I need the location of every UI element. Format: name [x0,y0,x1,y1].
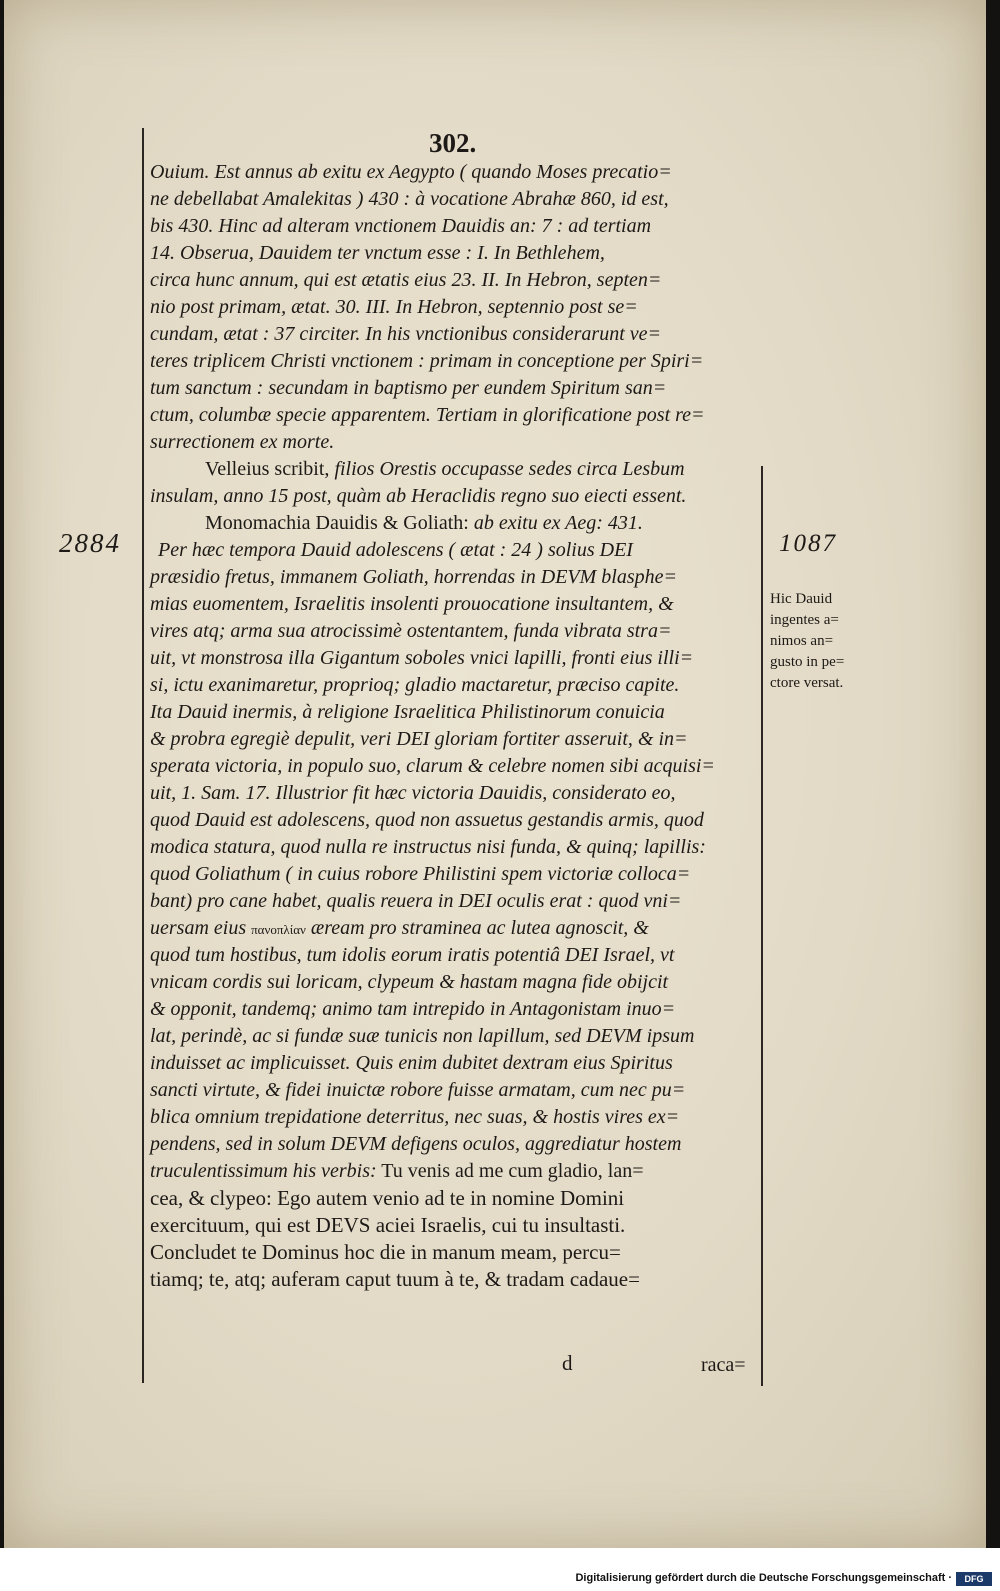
monomachia-heading [150,510,758,537]
narrative-line: si, ictu exanimaretur, proprioq; gladio mactaretur, præciso capite. [150,674,680,696]
year-bc-marginal: 1087 [779,530,837,557]
text-line: Ouium. Est annus ab exitu ex Aegypto ( quando Moses precatio= [150,161,672,183]
text-line: bis 430. Hinc ad alteram vnctionem Dauidis an: 7 : ad tertiam [150,215,652,237]
narrative-fragment: uersam eius [150,917,247,939]
funding-credit: Digitalisierung gefördert durch die Deutsche Forschungsgemeinschaft · [575,1572,952,1584]
narrative-line: lat, perindè, ac si fundæ suæ tunicis non lapillum, sed DEVM ipsum [150,1025,695,1047]
narrative-line: uit, 1. Sam. 17. Illustrior fit hæc victoria Dauidis, considerato eo, [150,782,676,804]
narrative-line-greek [150,915,758,942]
margin-note [770,589,860,694]
velleius-line [150,456,758,483]
speech-line: cea, & clypeo: Ego autem venio ad te in nomine Domini [150,1186,625,1210]
narrative-line: vires atq; arma sua atrocissimè ostentantem, funda vibrata stra= [150,620,672,642]
speech-line: exercituum, qui est DEVS aciei Israelis, cui tu insultasti. [150,1213,626,1237]
signature-mark: d [562,1351,573,1375]
monomachia-lead: Monomachia Dauidis & Goliath: [205,512,469,534]
page-number: 302. [429,128,477,158]
right-margin-rule [761,466,763,1386]
margin-note-line: nimos an= [770,633,834,649]
narrative-line: bant) pro cane habet, qualis reuera in DEI oculis erat : quod vni= [150,890,682,912]
speech-line: tiamq; te, atq; auferam caput tuum à te, & tradam cadaue= [150,1267,640,1291]
book-page [4,0,986,1548]
narrative-line: quod Goliathum ( in cuius robore Philistini spem victoriæ colloca= [150,863,691,885]
narrative-line: blica omnium trepidatione deterritus, nec suas, & hostis vires ex= [150,1106,680,1128]
narrative-line: Per hæc tempora Dauid adolescens ( ætat : 24 ) solius DEI [158,539,633,561]
year-of-world-marginal: 2884 [59,528,121,558]
velleius-line-2: insulam, anno 15 post, quàm ab Heraclidis regno suo eiecti essent. [150,485,687,507]
dfg-logo: DFG [956,1572,992,1586]
narrative-line: vnicam cordis sui loricam, clypeum & hastam magna fide obijcit [150,971,669,993]
text-line: tum sanctum : secundam in baptismo per eundem Spiritum san= [150,377,667,399]
left-margin-rule [142,128,144,1383]
narrative-line: præsidio fretus, immanem Goliath, horrendas in DEVM blasphe= [150,566,678,588]
text-line: surrectionem ex morte. [150,431,335,453]
narrative-line: induisset ac implicuisset. Quis enim dubitet dextram eius Spiritus [150,1052,673,1074]
speech-line [150,1158,758,1185]
narrative-line: Ita Dauid inermis, à religione Israelitica Philistinorum conuicia [150,701,665,723]
narrative-fragment: æream pro straminea ac lutea agnoscit, & [305,917,649,939]
text-line: nio post primam, ætat. 30. III. In Hebron, septennio post se= [150,296,638,318]
narrative-line: pendens, sed in solum DEVM defigens oculos, aggrediatur hostem [150,1133,682,1155]
speech-line: Concludet te Dominus hoc die in manum meam, percu= [150,1240,621,1264]
narrative-line: quod tum hostibus, tum idolis eorum iratis potentiâ DEI Israel, vt [150,944,675,966]
margin-note-line: ctore versat. [770,675,844,691]
text-line: ctum, columbæ specie apparentem. Tertiam in glorificatione post re= [150,404,705,426]
narrative-line: uit, vt monstrosa illa Gigantum soboles vnici lapilli, fronti eius illi= [150,647,694,669]
margin-note-line: ingentes a= [770,612,839,628]
narrative-line: modica statura, quod nulla re instructus nisi funda, & quinq; lapillis: [150,836,706,858]
greek-word: πανοπλίαν [251,922,306,937]
narrative-line: sancti virtute, & fidei inuictæ robore fuisse armatam, cum nec pu= [150,1079,686,1101]
margin-note-line: Hic Dauid [770,591,833,607]
text-line: teres triplicem Christi vnctionem : primam in conceptione per Spiri= [150,350,704,372]
narrative-line: mias euomentem, Israelitis insolenti prouocatione insultantem, & [150,593,674,615]
velleius-text: filios Orestis occupasse sedes circa Lesbum [329,458,685,480]
main-text-block [150,159,758,1293]
narrative-line: & opponit, tandemq; animo tam intrepido in Antagonistam inuo= [150,998,676,1020]
margin-note-line: gusto in pe= [770,654,845,670]
monomachia-date: ab exitu ex Aeg: 431. [468,512,643,534]
speech-text: Tu venis ad me cum gladio, lan= [376,1160,644,1182]
text-line: 14. Obserua, Dauidem ter vnctum esse : I. In Bethlehem, [150,242,605,264]
text-line: cundam, ætat : 37 circiter. In his vnctionibus considerarunt ve= [150,323,662,345]
narrative-line: quod Dauid est adolescens, quod non assuetus gestandis armis, quod [150,809,704,831]
footer-bar [0,1548,1000,1591]
velleius-lead: Velleius scribit, [205,458,330,480]
narrative-line: sperata victoria, in populo suo, clarum & celebre nomen sibi acquisi= [150,755,715,777]
speech-intro: truculentissimum his verbis: [150,1160,377,1182]
catchword: raca= [701,1354,746,1376]
text-line: ne debellabat Amalekitas ) 430 : à vocatione Abrahæ 860, id est, [150,188,669,210]
narrative-line: & probra egregiè depulit, veri DEI gloriam fortiter asseruit, & in= [150,728,688,750]
text-line: circa hunc annum, qui est ætatis eius 23. II. In Hebron, septen= [150,269,662,291]
